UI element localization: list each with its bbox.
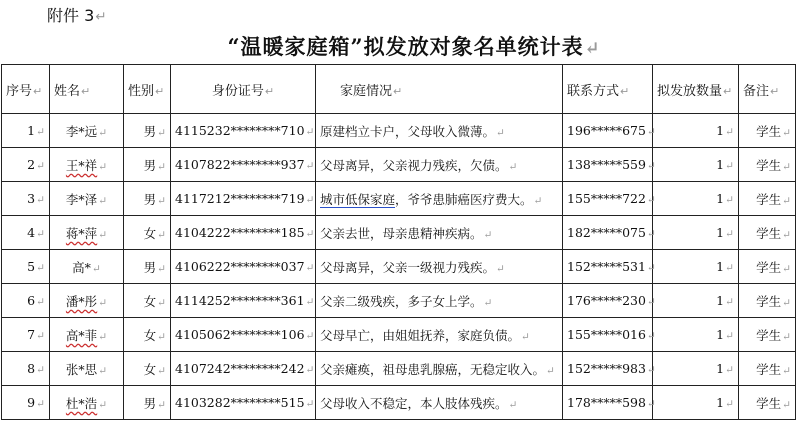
cell-contact: 152*****531↵ xyxy=(563,250,653,284)
table-row xyxy=(2,250,796,284)
table-row xyxy=(2,148,796,182)
cell-no: 5↵ xyxy=(2,250,50,284)
cell-name: 高*↵ xyxy=(50,250,124,284)
cell-no: 6↵ xyxy=(2,284,50,318)
cell-qty: 1↵ xyxy=(653,114,739,148)
cell-situation: 城市低保家庭，爷爷患肺癌医疗费大。↵ xyxy=(316,182,563,216)
cell-note: 学生↵ xyxy=(739,148,796,182)
cell-no: 7↵ xyxy=(2,318,50,352)
cell-name: 潘*彤↵ xyxy=(50,284,124,318)
cell-name: 李*远↵ xyxy=(50,114,124,148)
cell-contact: 178*****598↵ xyxy=(563,386,653,420)
cell-gender: 男↵ xyxy=(124,250,171,284)
cell-contact: 152*****983↵ xyxy=(563,352,653,386)
cell-situation: 父亲瘫痪，祖母患乳腺癌，无稳定收入。↵ xyxy=(316,352,563,386)
cell-no: 2↵ xyxy=(2,148,50,182)
header-row xyxy=(2,65,796,114)
cell-note: 学生↵ xyxy=(739,318,796,352)
document-title: “温暖家庭箱”拟发放对象名单统计表↵ xyxy=(227,34,601,59)
cell-situation: 父亲去世，母亲患精神疾病。↵ xyxy=(316,216,563,250)
cell-name: 高*菲↵ xyxy=(50,318,124,352)
cell-qty: 1↵ xyxy=(653,250,739,284)
col-header-gender: 性别↵ xyxy=(124,65,171,114)
cell-gender: 女↵ xyxy=(124,284,171,318)
cell-id: 4107822********937↵ xyxy=(171,148,316,182)
cell-id: 4103282********515↵ xyxy=(171,386,316,420)
cell-no: 9↵ xyxy=(2,386,50,420)
cell-contact: 176*****230↵ xyxy=(563,284,653,318)
cell-id: 4106222********037↵ xyxy=(171,250,316,284)
cell-gender: 男↵ xyxy=(124,386,171,420)
cell-contact: 155*****722↵ xyxy=(563,182,653,216)
col-header-situation: 家庭情况↵ xyxy=(316,65,563,114)
col-header-no: 序号↵ xyxy=(2,65,50,114)
cell-qty: 1↵ xyxy=(653,148,739,182)
cell-note: 学生↵ xyxy=(739,250,796,284)
cell-note: 学生↵ xyxy=(739,182,796,216)
cell-id: 4117212********719↵ xyxy=(171,182,316,216)
cell-situation: 原建档立卡户，父母收入微薄。↵ xyxy=(316,114,563,148)
cell-gender: 女↵ xyxy=(124,318,171,352)
cell-note: 学生↵ xyxy=(739,386,796,420)
cell-gender: 男↵ xyxy=(124,182,171,216)
col-header-name: 姓名↵ xyxy=(50,65,124,114)
cell-name: 李*泽↵ xyxy=(50,182,124,216)
cell-no: 1↵ xyxy=(2,114,50,148)
cell-name: 杜*浩↵ xyxy=(50,386,124,420)
cell-qty: 1↵ xyxy=(653,352,739,386)
cell-gender: 女↵ xyxy=(124,216,171,250)
cell-situation: 父母离异，父亲视力残疾，欠债。↵ xyxy=(316,148,563,182)
cell-qty: 1↵ xyxy=(653,216,739,250)
cell-contact: 155*****016↵ xyxy=(563,318,653,352)
col-header-contact: 联系方式↵ xyxy=(563,65,653,114)
cell-note: 学生↵ xyxy=(739,352,796,386)
cell-no: 4↵ xyxy=(2,216,50,250)
cell-contact: 182*****075↵ xyxy=(563,216,653,250)
cell-situation: 父母离异，父亲一级视力残疾。↵ xyxy=(316,250,563,284)
cell-contact: 196*****675↵ xyxy=(563,114,653,148)
cell-gender: 男↵ xyxy=(124,148,171,182)
return-mark-icon: ↵ xyxy=(95,9,107,25)
table-row xyxy=(2,284,796,318)
col-header-qty: 拟发放数量↵ xyxy=(653,65,739,114)
cell-situation: 父母收入不稳定，本人肢体残疾。↵ xyxy=(316,386,563,420)
table-row xyxy=(2,114,796,148)
cell-note: 学生↵ xyxy=(739,216,796,250)
cell-name: 王*祥↵ xyxy=(50,148,124,182)
col-header-id: 身份证号↵ xyxy=(171,65,316,114)
cell-id: 4107242********242↵ xyxy=(171,352,316,386)
cell-id: 4104222********185↵ xyxy=(171,216,316,250)
cell-qty: 1↵ xyxy=(653,318,739,352)
cell-qty: 1↵ xyxy=(653,386,739,420)
col-header-note: 备注↵ xyxy=(739,65,796,114)
cell-id: 4114252********361↵ xyxy=(171,284,316,318)
cell-no: 3↵ xyxy=(2,182,50,216)
recipient-table xyxy=(1,64,796,420)
cell-contact: 138*****559↵ xyxy=(563,148,653,182)
cell-name: 张*思↵ xyxy=(50,352,124,386)
cell-no: 8↵ xyxy=(2,352,50,386)
table-row xyxy=(2,182,796,216)
cell-note: 学生↵ xyxy=(739,284,796,318)
cell-situation: 父亲二级残疾，多子女上学。↵ xyxy=(316,284,563,318)
cell-qty: 1↵ xyxy=(653,182,739,216)
cell-gender: 男↵ xyxy=(124,114,171,148)
return-mark-icon: ↵ xyxy=(584,38,601,59)
table-row xyxy=(2,216,796,250)
cell-id: 4115232********710↵ xyxy=(171,114,316,148)
cell-note: 学生↵ xyxy=(739,114,796,148)
table-row xyxy=(2,318,796,352)
cell-situation: 父母早亡，由姐姐抚养，家庭负债。↵ xyxy=(316,318,563,352)
cell-id: 4105062********106↵ xyxy=(171,318,316,352)
cell-qty: 1↵ xyxy=(653,284,739,318)
table-row xyxy=(2,386,796,420)
cell-gender: 女↵ xyxy=(124,352,171,386)
cell-name: 蒋*萍↵ xyxy=(50,216,124,250)
table-row xyxy=(2,352,796,386)
attachment-label: 附件 3↵ xyxy=(47,6,107,25)
